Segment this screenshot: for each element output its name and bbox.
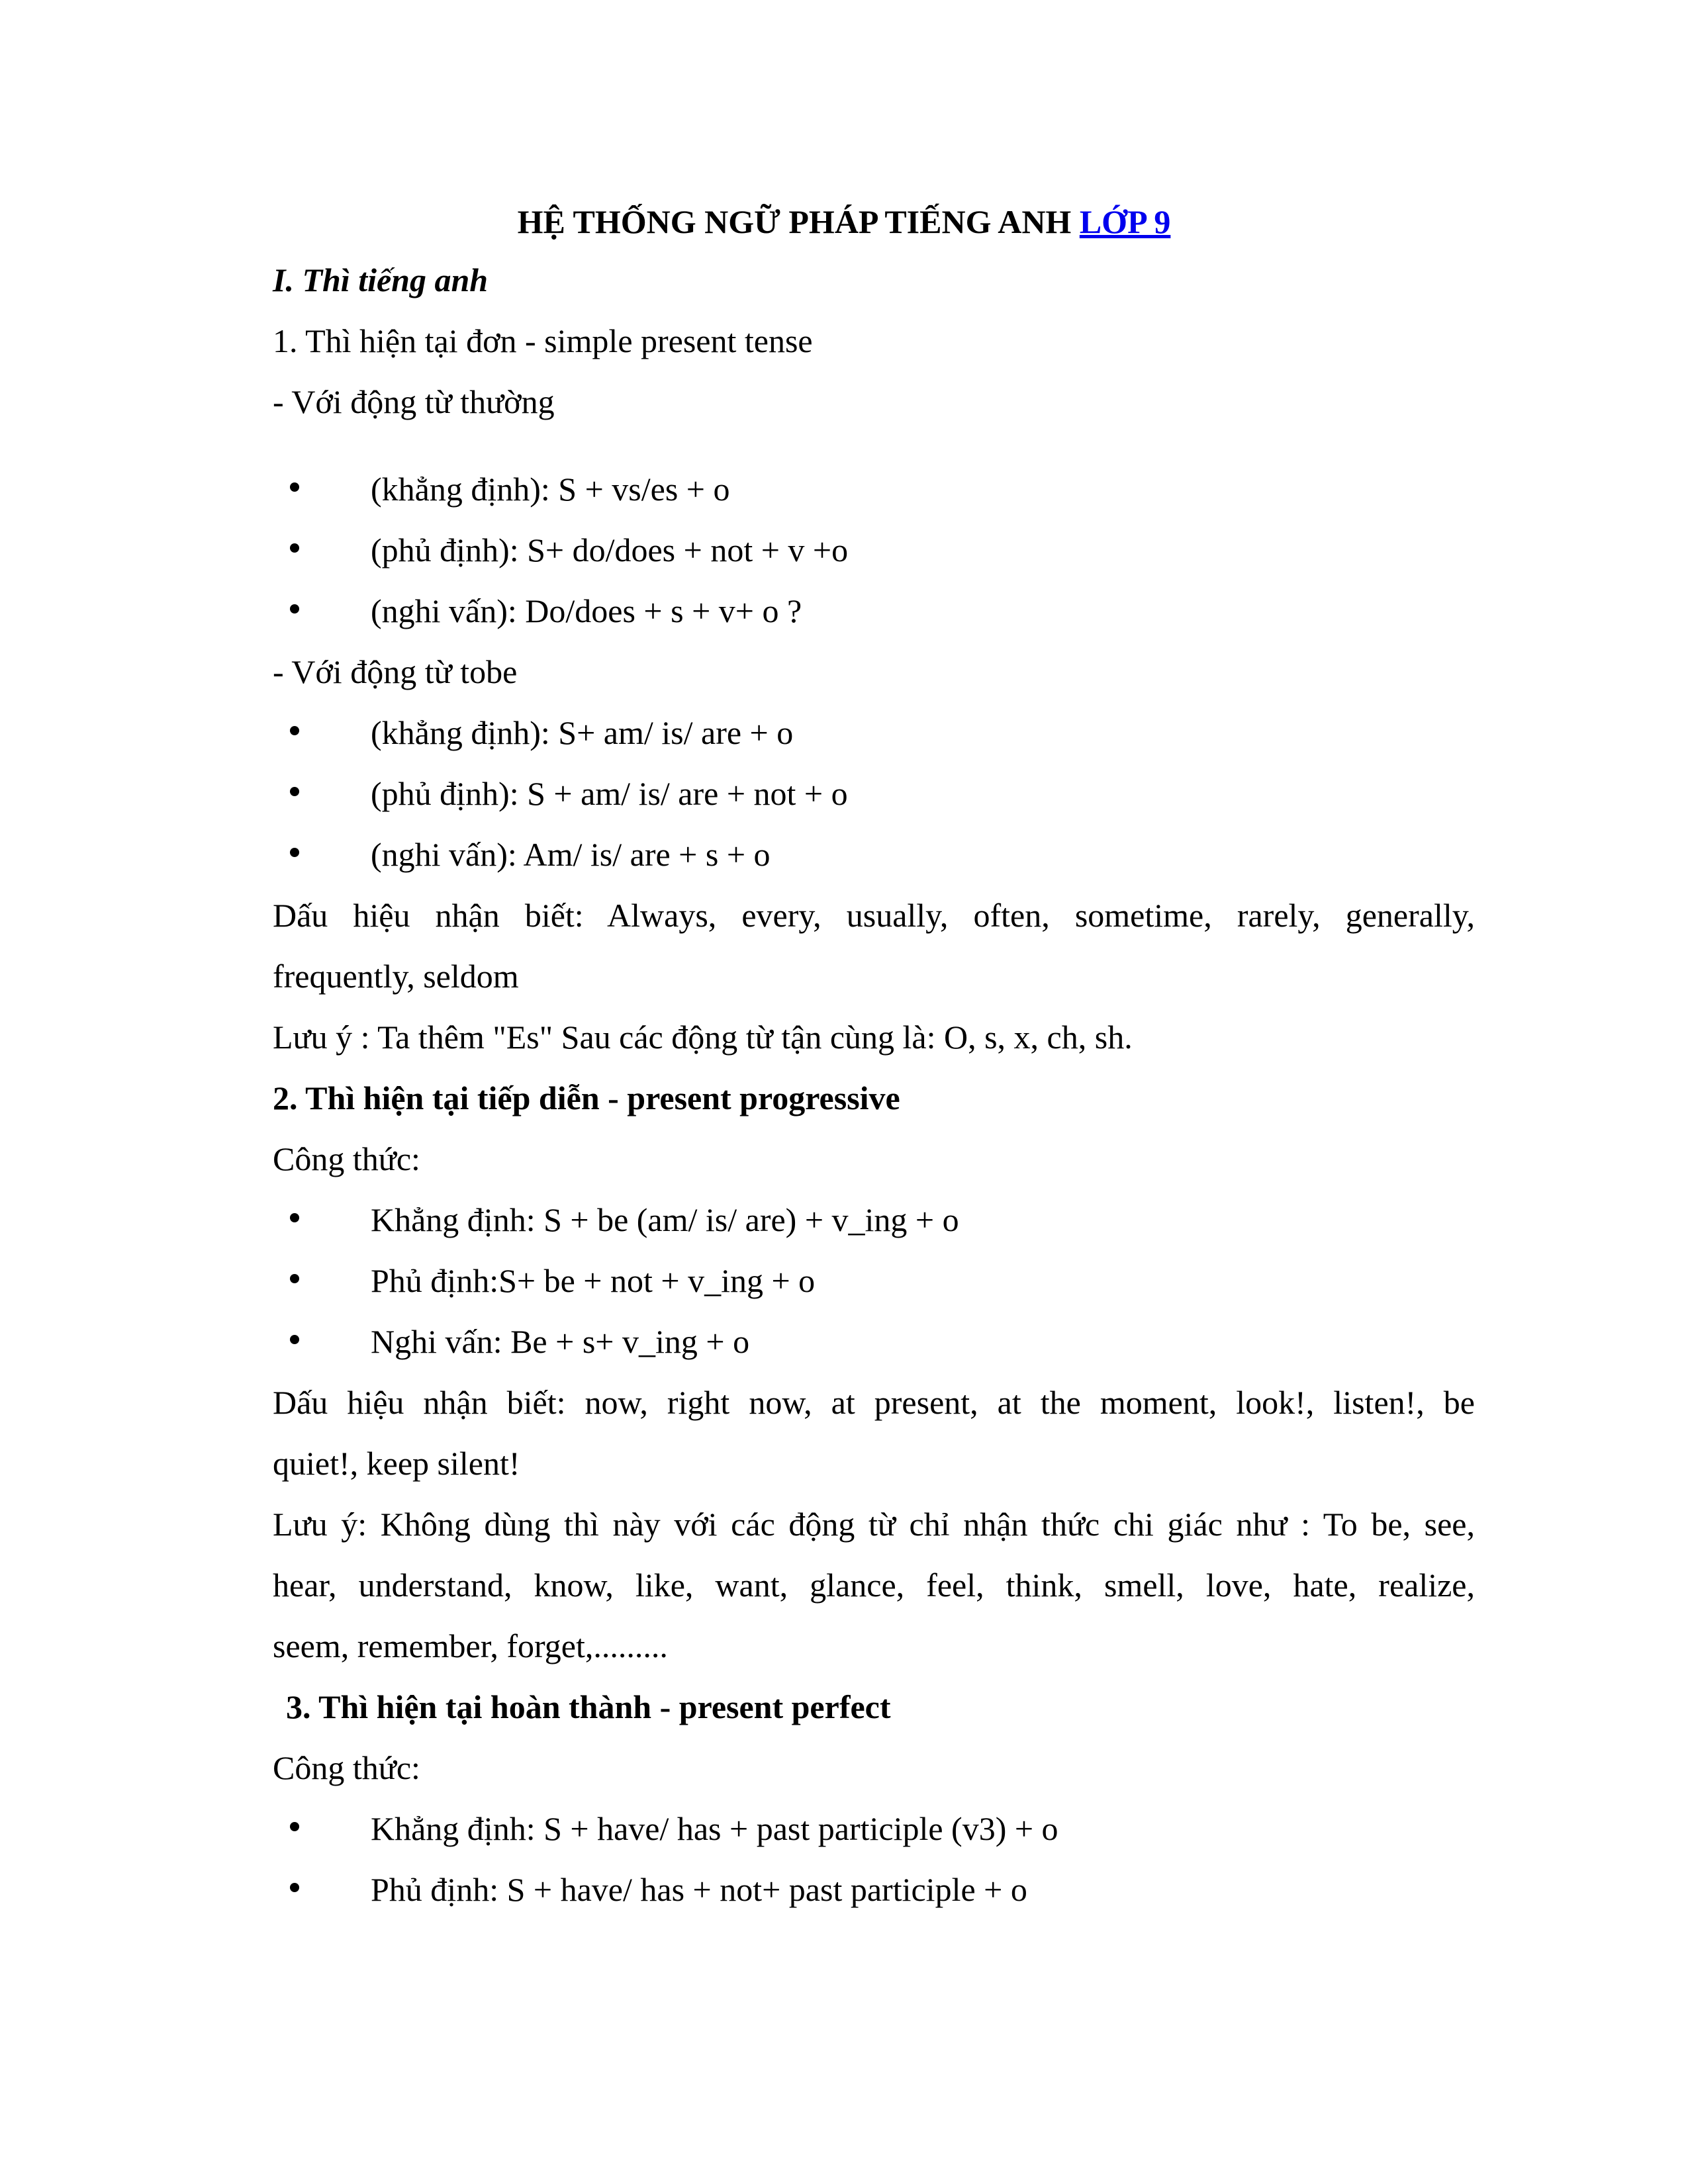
signs-line: quiet!, keep silent! (273, 1445, 520, 1482)
list-item: Phủ định: S + have/ has + not+ past participle + o (371, 1871, 1027, 1908)
signs-line: frequently, seldom (273, 958, 519, 995)
bullet-icon (290, 726, 299, 735)
section-heading: I. Thì tiếng anh (273, 261, 489, 298)
list-item: (nghi vấn): Am/ is/ are + s + o (371, 836, 771, 873)
list-item: (khẳng định): S + vs/es + o (371, 471, 730, 508)
list-item: (phủ định): S+ do/does + not + v +o (371, 531, 849, 569)
bullet-icon (290, 604, 299, 614)
note-line: Lưu ý: Không dùng thì này với các động từ chỉ nhận thức chi giác như : To be, see, (273, 1506, 1475, 1543)
list-item: Nghi vấn: Be + s+ v_ing + o (371, 1323, 750, 1360)
bullet-icon (290, 1822, 299, 1831)
list-item: Khẳng định: S + be (am/ is/ are) + v_ing + o (371, 1201, 959, 1238)
note-line: Lưu ý : Ta thêm "Es" Sau các động từ tận cùng là: O, s, x, ch, sh. (273, 1019, 1133, 1056)
formula-label: Công thức: (273, 1749, 420, 1786)
list-item: Khẳng định: S + have/ has + past participle (v3) + o (371, 1810, 1058, 1847)
bullet-icon (290, 1274, 299, 1283)
tense-1-heading: 1. Thì hiện tại đơn - simple present tense (273, 322, 813, 359)
page-title (0, 205, 1688, 238)
bullet-icon (290, 1883, 299, 1892)
sub-heading-tobe: - Với động từ tobe (273, 653, 518, 690)
bullet-icon (290, 848, 299, 857)
signs-line: Dấu hiệu nhận biết: now, right now, at present, at the moment, look!, listen!, be (273, 1384, 1475, 1421)
note-line: hear, understand, know, like, want, glance, feel, think, smell, love, hate, realize, (273, 1567, 1475, 1604)
bullet-icon (290, 1213, 299, 1222)
bullet-icon (290, 482, 299, 492)
signs-line: Dấu hiệu nhận biết: Always, every, usually, often, sometime, rarely, generally, (273, 897, 1475, 934)
title-link[interactable]: LỚP 9 (1079, 203, 1171, 240)
list-item: (phủ định): S + am/ is/ are + not + o (371, 775, 848, 812)
tense-3-heading: 3. Thì hiện tại hoàn thành - present perfect (286, 1688, 891, 1725)
list-item: (khẳng định): S+ am/ is/ are + o (371, 714, 794, 751)
formula-label: Công thức: (273, 1140, 420, 1177)
bullet-icon (290, 787, 299, 796)
title-text: HỆ THỐNG NGỮ PHÁP TIẾNG ANH (517, 203, 1080, 240)
list-item: Phủ định:S+ be + not + v_ing + o (371, 1262, 816, 1299)
list-item: (nghi vấn): Do/does + s + v+ o ? (371, 592, 802, 629)
sub-heading-normal-verb: - Với động từ thường (273, 383, 555, 420)
bullet-icon (290, 543, 299, 553)
tense-2-heading: 2. Thì hiện tại tiếp diễn - present progressive (273, 1079, 900, 1116)
note-line: seem, remember, forget,......... (273, 1627, 668, 1664)
bullet-icon (290, 1335, 299, 1344)
